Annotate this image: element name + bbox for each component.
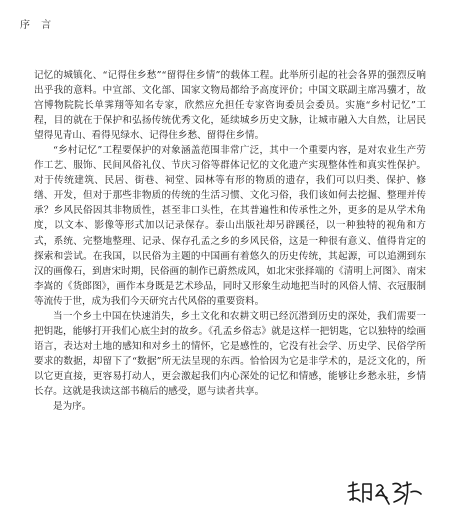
paragraph: 当一个乡土中国在快速消失，乡土文化和农耕文明已经沉潜到历史的深处，我们需要一把钥匙，能够打开我们心底尘封的故乡。《孔孟乡俗志》就是这样一把钥匙，它以独特的绘画语言，表达对土地的感知和对乡土的情怀，它是感性的，它没有社会学、历史学、民俗学所要求的数据，却留下了“数据”所无法呈现的东西。恰恰因为它是非学术的，是泛文化的，所以它更直接，更容易打动人，更会激起我们内心深处的记忆和情感，能够让乡愁永驻，乡情长存。这就是我读这部书稿后的感受，愿与读者共享。 bbox=[34, 310, 426, 397]
running-header: 序 言 bbox=[20, 20, 56, 31]
handwritten-signature bbox=[345, 478, 425, 508]
paragraph: 记忆的城镇化、“记得住乡愁”“留得住乡情”的载体工程。此举所引起的社会各界的强烈反响出乎我的意料。中宣部、文化部、国家文物局都给予高度评价；中国文联副主席冯骥才，故宫博物院院长单霁翔等知名专家，欣然应允担任专家咨询委员会委员。实施“乡村记忆”工程，目的就在于保护和弘扬传统优秀文化，延续城乡历史文脉，让城市融入大自然，让居民望得见青山、看得见绿水、记得住乡愁、留得住乡情。 bbox=[34, 70, 426, 142]
paragraph: “乡村记忆”工程要保护的对象涵盖范围非常广泛，其中一个重要内容，是对农业生产劳作工艺、服饰、民间风俗礼仪、节庆习俗等群体记忆的文化遗产实现整体性和真实性保护。对于传统建筑、民居、街巷、祠堂、园林等有形的物质的遗存，我们可以归类、保护、修缮、开发，但对于那些非物质的传统的生活习惯、文化习俗，我们该如何去挖掘、整理并传承？乡风民俗因其非物质性，甚至非口头性，在其普遍性和传承性之外，更多的是从学术角度，以文本、影像等形式加以记录保存。泰山出版社却另辟蹊径，以一种独特的视角和方式，系统、完整地整理、记录、保存孔孟之乡的乡风民俗，这是一种很有意义、值得肯定的探索和尝试。在我国，以民俗为主题的中国画有着悠久的历史传统，其起源，可以追溯到东汉的画像石，到唐宋时期，民俗画的制作已蔚然成风，如北宋张择端的《清明上河图》、南宋李嵩的《货郎图》，画作本身既是艺术珍品，同时又形象生动地把当时的风俗人情、衣冠服制等流传于世，成为我们今天研究古代风俗的重要资料。 bbox=[34, 145, 426, 307]
paragraph: 是为序。 bbox=[53, 401, 92, 413]
preface-body bbox=[34, 68, 426, 414]
